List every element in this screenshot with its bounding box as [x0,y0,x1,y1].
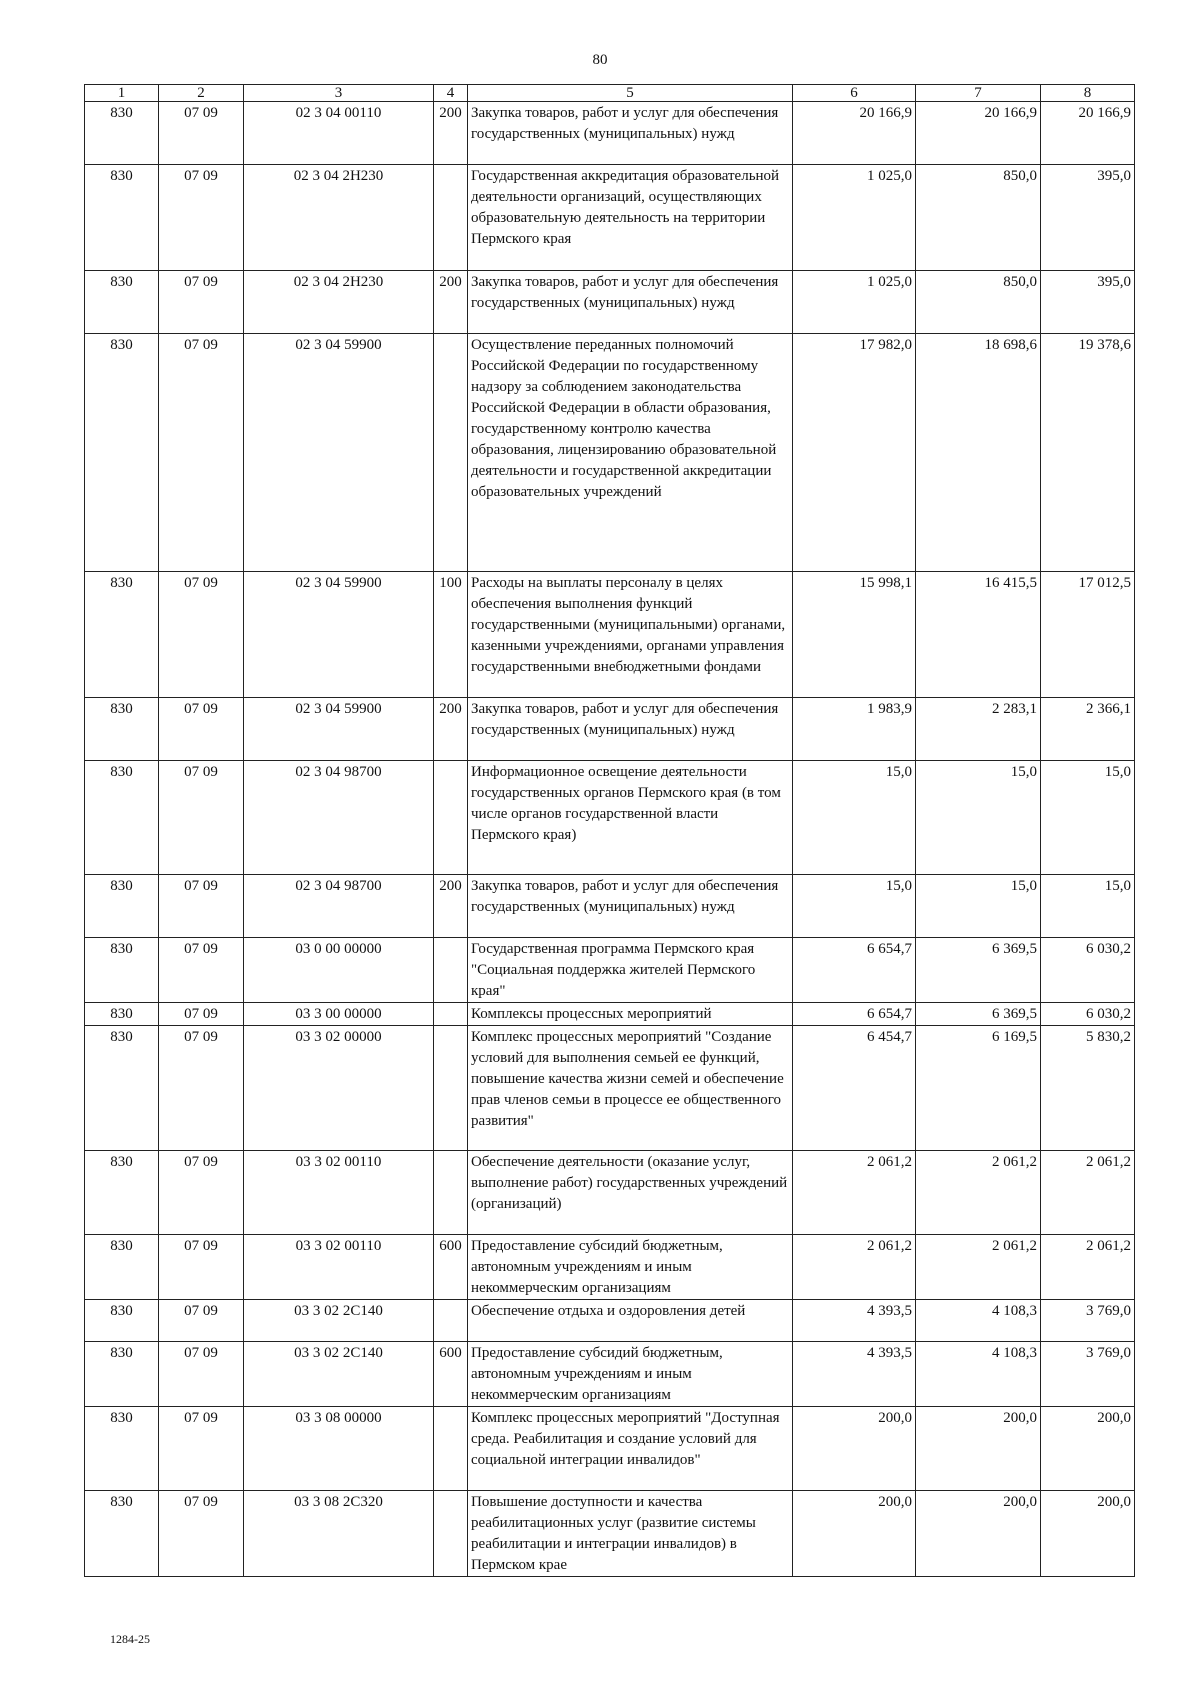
page-number: 80 [592,52,608,68]
target-article-code: 02 3 04 00110 [244,102,434,165]
amount-year-3: 395,0 [1041,271,1135,334]
amount-year-1: 200,0 [793,1491,916,1577]
section-code: 07 09 [159,1407,244,1491]
expense-type-code: 600 [434,1235,468,1300]
amount-year-3: 200,0 [1041,1491,1135,1577]
amount-year-3: 15,0 [1041,761,1135,875]
section-code: 07 09 [159,165,244,271]
budget-table [84,84,1135,1577]
amount-year-1: 20 166,9 [793,102,916,165]
table-row [85,1300,1135,1342]
amount-year-1: 2 061,2 [793,1235,916,1300]
item-name: Закупка товаров, работ и услуг для обеспечения государственных (муниципальных) нужд [468,102,793,165]
table-row [85,1407,1135,1491]
section-code: 07 09 [159,334,244,572]
amount-year-1: 6 654,7 [793,1003,916,1026]
target-article-code: 02 3 04 59900 [244,572,434,698]
section-code: 07 09 [159,572,244,698]
section-code: 07 09 [159,1151,244,1235]
item-name: Закупка товаров, работ и услуг для обеспечения государственных (муниципальных) нужд [468,271,793,334]
amount-year-2: 4 108,3 [916,1342,1041,1407]
ministry-code: 830 [85,938,159,1003]
amount-year-1: 1 983,9 [793,698,916,761]
amount-year-2: 2 283,1 [916,698,1041,761]
ministry-code: 830 [85,1407,159,1491]
expense-type-code [434,334,468,572]
header-cell: 6 [793,85,916,102]
header-cell: 7 [916,85,1041,102]
amount-year-2: 16 415,5 [916,572,1041,698]
section-code: 07 09 [159,1300,244,1342]
target-article-code: 02 3 04 98700 [244,875,434,938]
amount-year-2: 15,0 [916,761,1041,875]
target-article-code: 02 3 04 59900 [244,698,434,761]
ministry-code: 830 [85,271,159,334]
item-name: Повышение доступности и качества реабилитационных услуг (развитие системы реабилитации и интеграции инвалидов) в Пермском крае [468,1491,793,1577]
target-article-code: 03 3 00 00000 [244,1003,434,1026]
section-code: 07 09 [159,698,244,761]
section-code: 07 09 [159,102,244,165]
expense-type-code [434,1026,468,1151]
item-name: Обеспечение отдыха и оздоровления детей [468,1300,793,1342]
ministry-code: 830 [85,1491,159,1577]
amount-year-1: 4 393,5 [793,1300,916,1342]
item-name: Комплексы процессных мероприятий [468,1003,793,1026]
header-cell: 1 [85,85,159,102]
expense-type-code [434,1151,468,1235]
table-row [85,271,1135,334]
header-cell: 3 [244,85,434,102]
expense-type-code [434,1003,468,1026]
target-article-code: 03 3 02 2С140 [244,1342,434,1407]
amount-year-3: 6 030,2 [1041,938,1135,1003]
table-row [85,165,1135,271]
section-code: 07 09 [159,1491,244,1577]
section-code: 07 09 [159,1026,244,1151]
table-row [85,572,1135,698]
table-row [85,1491,1135,1577]
table-row [85,1235,1135,1300]
ministry-code: 830 [85,698,159,761]
table-row [85,875,1135,938]
amount-year-1: 1 025,0 [793,165,916,271]
item-name: Закупка товаров, работ и услуг для обеспечения государственных (муниципальных) нужд [468,875,793,938]
amount-year-1: 15 998,1 [793,572,916,698]
ministry-code: 830 [85,875,159,938]
ministry-code: 830 [85,334,159,572]
amount-year-3: 15,0 [1041,875,1135,938]
item-name: Комплекс процессных мероприятий "Создание условий для выполнения семьей ее функций, повышение качества жизни семей и обеспечение прав членов семьи в процессе ее общественного развития" [468,1026,793,1151]
ministry-code: 830 [85,761,159,875]
amount-year-1: 15,0 [793,761,916,875]
section-code: 07 09 [159,938,244,1003]
target-article-code: 03 0 00 00000 [244,938,434,1003]
item-name: Информационное освещение деятельности государственных органов Пермского края (в том числе органов государственной власти Пермского края) [468,761,793,875]
header-cell: 2 [159,85,244,102]
item-name: Комплекс процессных мероприятий "Доступная среда. Реабилитация и создание условий для социальной интеграции инвалидов" [468,1407,793,1491]
amount-year-3: 17 012,5 [1041,572,1135,698]
amount-year-3: 2 061,2 [1041,1235,1135,1300]
target-article-code: 03 3 02 2С140 [244,1300,434,1342]
amount-year-3: 3 769,0 [1041,1342,1135,1407]
ministry-code: 830 [85,102,159,165]
amount-year-2: 2 061,2 [916,1235,1041,1300]
amount-year-1: 1 025,0 [793,271,916,334]
target-article-code: 03 3 02 00110 [244,1151,434,1235]
ministry-code: 830 [85,1300,159,1342]
target-article-code: 02 3 04 98700 [244,761,434,875]
amount-year-3: 5 830,2 [1041,1026,1135,1151]
ministry-code: 830 [85,1003,159,1026]
ministry-code: 830 [85,165,159,271]
amount-year-1: 6 454,7 [793,1026,916,1151]
document-code: 1284-25 [110,1632,150,1646]
amount-year-2: 200,0 [916,1407,1041,1491]
table-row [85,938,1135,1003]
amount-year-3: 3 769,0 [1041,1300,1135,1342]
expense-type-code: 200 [434,875,468,938]
table-row [85,1151,1135,1235]
table-row [85,1342,1135,1407]
target-article-code: 03 3 02 00000 [244,1026,434,1151]
table-row [85,1003,1135,1026]
expense-type-code: 200 [434,698,468,761]
table-header-row [85,85,1135,102]
item-name: Расходы на выплаты персоналу в целях обеспечения выполнения функций государственными (муниципальными) органами, казенными учреждениями, органами управления государственными внебюджетными фондами [468,572,793,698]
amount-year-2: 2 061,2 [916,1151,1041,1235]
expense-type-code [434,938,468,1003]
expense-type-code [434,165,468,271]
expense-type-code: 200 [434,102,468,165]
table-row [85,761,1135,875]
amount-year-2: 200,0 [916,1491,1041,1577]
item-name: Предоставление субсидий бюджетным, автономным учреждениям и иным некоммерческим организациям [468,1235,793,1300]
amount-year-3: 6 030,2 [1041,1003,1135,1026]
expense-type-code [434,761,468,875]
section-code: 07 09 [159,1003,244,1026]
target-article-code: 03 3 08 00000 [244,1407,434,1491]
item-name: Осуществление переданных полномочий Российской Федерации по государственному надзору за соблюдением законодательства Российской Федерации в области образования, государственному контролю качества образования, лицензированию образовательной деятельности и государственной аккредитации образовательных учреждений [468,334,793,572]
section-code: 07 09 [159,875,244,938]
ministry-code: 830 [85,1235,159,1300]
expense-type-code: 200 [434,271,468,334]
section-code: 07 09 [159,271,244,334]
amount-year-2: 20 166,9 [916,102,1041,165]
ministry-code: 830 [85,572,159,698]
amount-year-2: 6 369,5 [916,1003,1041,1026]
target-article-code: 03 3 02 00110 [244,1235,434,1300]
target-article-code: 02 3 04 2Н230 [244,271,434,334]
amount-year-3: 2 366,1 [1041,698,1135,761]
expense-type-code [434,1491,468,1577]
amount-year-1: 4 393,5 [793,1342,916,1407]
item-name: Закупка товаров, работ и услуг для обеспечения государственных (муниципальных) нужд [468,698,793,761]
section-code: 07 09 [159,761,244,875]
header-cell: 5 [468,85,793,102]
amount-year-3: 19 378,6 [1041,334,1135,572]
amount-year-3: 200,0 [1041,1407,1135,1491]
amount-year-2: 4 108,3 [916,1300,1041,1342]
amount-year-2: 6 169,5 [916,1026,1041,1151]
table-row [85,698,1135,761]
target-article-code: 02 3 04 2Н230 [244,165,434,271]
item-name: Обеспечение деятельности (оказание услуг, выполнение работ) государственных учреждений (организаций) [468,1151,793,1235]
item-name: Государственная программа Пермского края "Социальная поддержка жителей Пермского края" [468,938,793,1003]
amount-year-3: 20 166,9 [1041,102,1135,165]
header-cell: 8 [1041,85,1135,102]
target-article-code: 02 3 04 59900 [244,334,434,572]
target-article-code: 03 3 08 2С320 [244,1491,434,1577]
expense-type-code [434,1407,468,1491]
amount-year-2: 15,0 [916,875,1041,938]
amount-year-2: 6 369,5 [916,938,1041,1003]
amount-year-2: 850,0 [916,271,1041,334]
amount-year-1: 200,0 [793,1407,916,1491]
expense-type-code [434,1300,468,1342]
ministry-code: 830 [85,1026,159,1151]
table-row [85,1026,1135,1151]
amount-year-3: 2 061,2 [1041,1151,1135,1235]
amount-year-3: 395,0 [1041,165,1135,271]
table-row [85,334,1135,572]
table-row [85,102,1135,165]
header-cell: 4 [434,85,468,102]
ministry-code: 830 [85,1151,159,1235]
section-code: 07 09 [159,1342,244,1407]
amount-year-1: 2 061,2 [793,1151,916,1235]
section-code: 07 09 [159,1235,244,1300]
item-name: Предоставление субсидий бюджетным, автономным учреждениям и иным некоммерческим организациям [468,1342,793,1407]
amount-year-1: 15,0 [793,875,916,938]
amount-year-1: 17 982,0 [793,334,916,572]
expense-type-code: 100 [434,572,468,698]
item-name: Государственная аккредитация образовательной деятельности организаций, осуществляющих образовательную деятельность на территории Пермского края [468,165,793,271]
amount-year-1: 6 654,7 [793,938,916,1003]
ministry-code: 830 [85,1342,159,1407]
amount-year-2: 850,0 [916,165,1041,271]
amount-year-2: 18 698,6 [916,334,1041,572]
expense-type-code: 600 [434,1342,468,1407]
